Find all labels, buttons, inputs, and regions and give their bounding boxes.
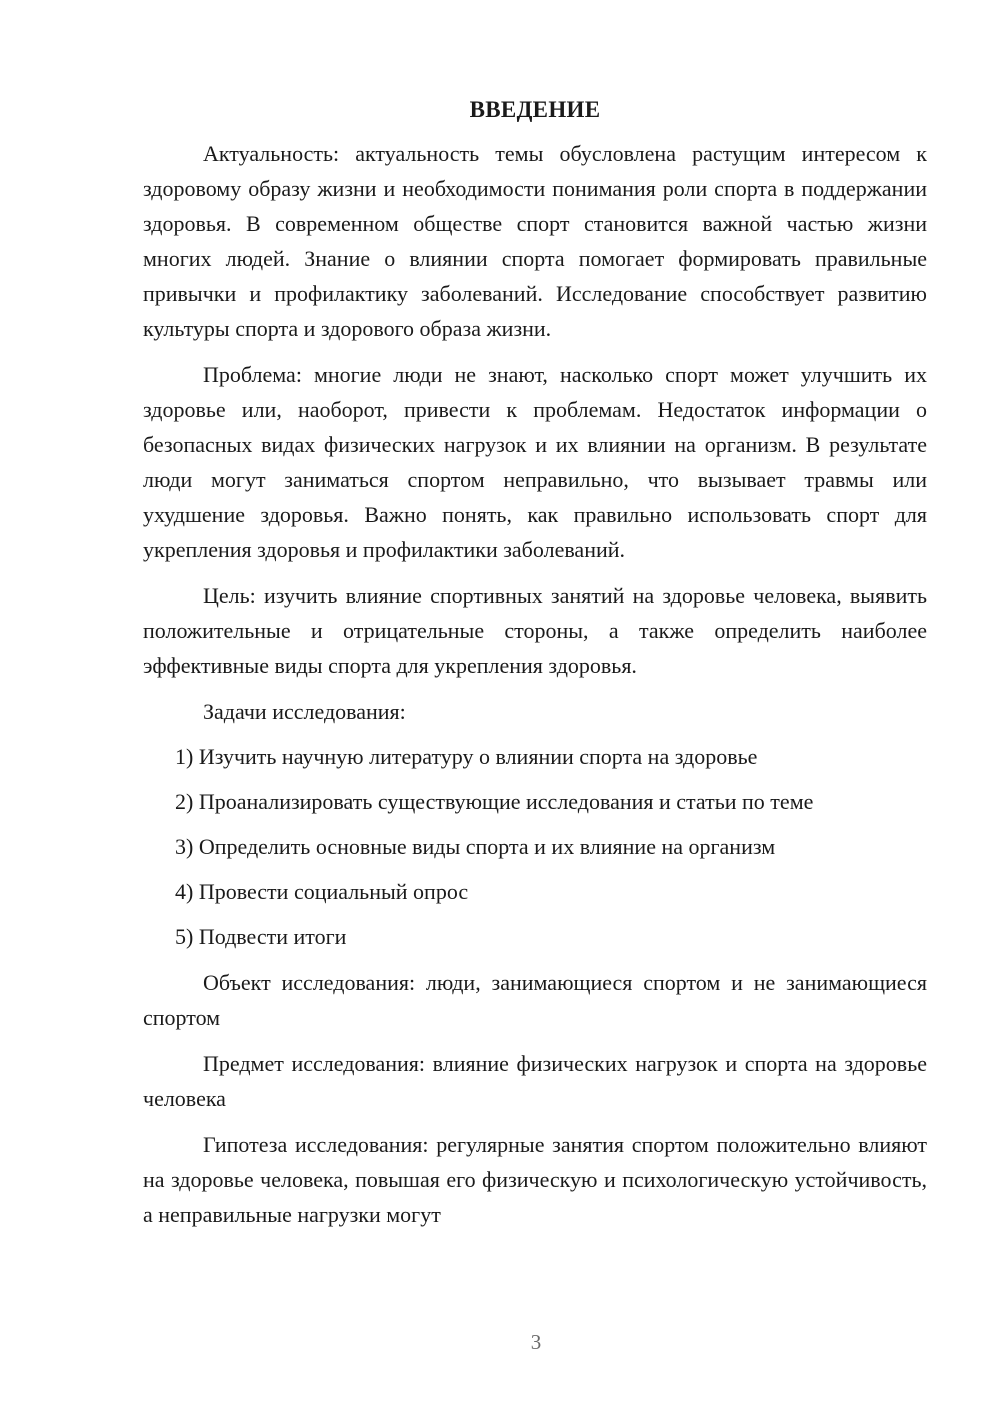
hypothesis-paragraph: Гипотеза исследования: регулярные занятия спортом положительно влияют на здоровье человека, повышая его физическую и психологическую устойчивость, а неправильные нагрузки могут (143, 1132, 927, 1227)
list-item: 2) Проанализировать существующие исследования и статьи по теме (175, 789, 814, 814)
list-item: 4) Провести социальный опрос (175, 879, 469, 904)
tasks-heading: Задачи исследования: (203, 699, 406, 724)
list-item: 1) Изучить научную литературу о влиянии спорта на здоровье (175, 744, 758, 769)
page-content (143, 92, 927, 1243)
goal-paragraph: Цель: изучить влияние спортивных занятий на здоровье человека, выявить положительные и отрицательные стороны, а также определить наиболее эффективные виды спорта для укрепления здоровья. (143, 583, 927, 678)
problem-paragraph: Проблема: многие люди не знают, насколько спорт может улучшить их здоровье или, наоборот, привести к проблемам. Недостаток информации о безопасных видах физических нагрузок и их влиянии на организм. В результате люди могут заниматься спортом неправильно, что вызывает травмы или ухудшение здоровья. Важно понять, как правильно использовать спорт для укрепления здоровья и профилактики заболеваний. (143, 362, 927, 562)
tasks-list (143, 739, 927, 954)
page-title: ВВЕДЕНИЕ (469, 97, 601, 122)
page-number: 3 (530, 1330, 542, 1354)
subject-paragraph: Предмет исследования: влияние физических нагрузок и спорта на здоровье человека (143, 1051, 927, 1111)
relevance-paragraph: Актуальность: актуальность темы обусловлена растущим интересом к здоровому образу жизни и необходимости понимания роли спорта в поддержании здоровья. В современном обществе спорт становится важной частью жизни многих людей. Знание о влиянии спорта помогает формировать правильные привычки и профилактику заболеваний. Исследование способствует развитию культуры спорта и здорового образа жизни. (143, 141, 927, 341)
list-item: 3) Определить основные виды спорта и их влияние на организм (175, 834, 776, 859)
object-paragraph: Объект исследования: люди, занимающиеся спортом и не занимающиеся спортом (143, 970, 927, 1030)
list-item: 5) Подвести итоги (175, 924, 347, 949)
